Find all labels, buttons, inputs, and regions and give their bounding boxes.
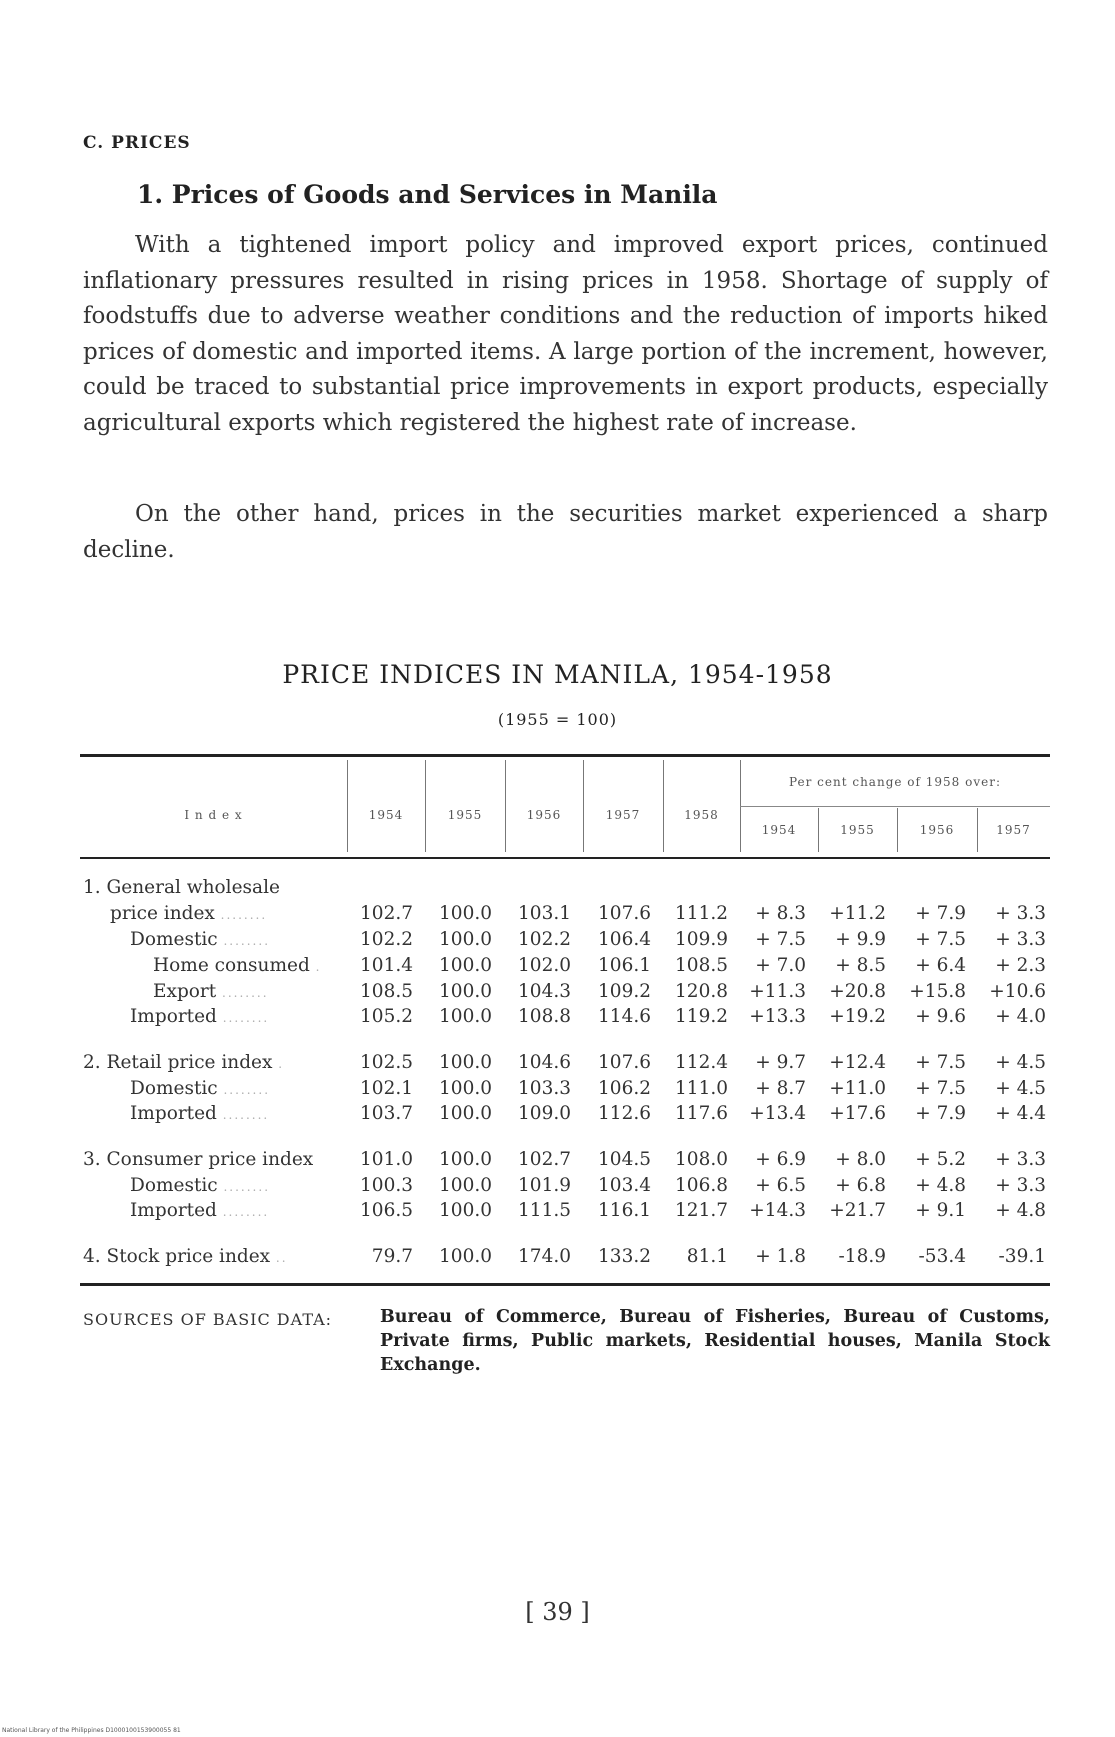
row-label-text: 2. Retail price index — [83, 1052, 273, 1073]
percent-change-cell: + 3.3 — [995, 1149, 1046, 1170]
percent-change-cell: + 7.0 — [755, 955, 806, 976]
percent-change-cell: +13.4 — [749, 1103, 806, 1124]
index-value-cell: 111.5 — [518, 1200, 571, 1221]
percent-change-cell: -39.1 — [998, 1246, 1046, 1267]
row-label — [110, 903, 267, 924]
percent-change-cell: + 3.3 — [995, 929, 1046, 950]
index-value-cell: 106.8 — [675, 1175, 728, 1196]
row-label — [130, 929, 270, 950]
row-label — [153, 955, 321, 976]
row-label — [83, 877, 280, 898]
table-row — [0, 1246, 1115, 1270]
table-bottom-rule — [80, 1283, 1050, 1286]
percent-change-cell: + 6.5 — [755, 1175, 806, 1196]
leader-dots: ........ — [216, 986, 269, 1000]
percent-change-cell: +15.8 — [909, 981, 966, 1002]
percent-change-cell: -53.4 — [918, 1246, 966, 1267]
row-label — [83, 1246, 288, 1267]
change-year-1957: 1957 — [996, 823, 1031, 837]
percent-change-cell: +21.7 — [829, 1200, 886, 1221]
percent-change-cell: +11.0 — [829, 1078, 886, 1099]
percent-change-cell: + 4.0 — [995, 1006, 1046, 1027]
row-label — [83, 1052, 284, 1073]
table-top-rule — [80, 754, 1050, 757]
leader-dots: . — [309, 960, 322, 974]
index-value-cell: 174.0 — [518, 1246, 571, 1267]
table-row — [0, 955, 1115, 979]
index-value-cell: 102.7 — [360, 903, 413, 924]
leader-dots: ........ — [216, 1011, 270, 1025]
percent-change-cell: + 9.9 — [835, 929, 886, 950]
row-label — [130, 1006, 269, 1027]
row-label-text: 3. Consumer price index — [83, 1149, 314, 1170]
index-value-cell: 105.2 — [360, 1006, 413, 1027]
index-value-cell: 100.0 — [439, 903, 492, 924]
row-label — [130, 1175, 270, 1196]
index-value-cell: 100.0 — [439, 1149, 492, 1170]
header-bottom-rule — [80, 857, 1050, 859]
index-value-cell: 100.0 — [439, 929, 492, 950]
index-value-cell: 100.0 — [439, 1006, 492, 1027]
percent-change-cell: + 8.0 — [835, 1149, 886, 1170]
year-header-1956: 1956 — [526, 808, 562, 822]
change-header: Per cent change of 1958 over: — [788, 775, 1002, 789]
table-title: PRICE INDICES IN MANILA, 1954-1958 — [282, 660, 833, 689]
paragraph-intro: With a tightened import policy and improved export prices, continued inflationary pressures resulted in rising prices in 1958. Shortage of supply of foodstuffs due to adverse weather conditions and the reduction of imports hiked prices of domestic and imported items. A large portion of the increment, however, could be traced to substantial price improvements in export products, especially agricultural exports which registered the highest rate of increase. — [83, 232, 1048, 436]
percent-change-cell: + 7.5 — [915, 929, 966, 950]
row-label-text: Imported — [130, 1200, 217, 1221]
index-value-cell: 111.2 — [675, 903, 728, 924]
percent-change-cell: + 4.5 — [995, 1078, 1046, 1099]
leader-dots: ........ — [217, 1083, 271, 1097]
leader-dots: ........ — [216, 1205, 270, 1219]
percent-change-cell: + 5.2 — [915, 1149, 966, 1170]
percent-change-cell: + 8.3 — [755, 903, 806, 924]
header-divider — [663, 760, 664, 852]
table-row — [0, 1006, 1115, 1030]
index-value-cell: 106.1 — [598, 955, 651, 976]
table-row — [0, 903, 1115, 927]
index-value-cell: 108.0 — [675, 1149, 728, 1170]
index-value-cell: 103.4 — [598, 1175, 651, 1196]
table-row — [0, 877, 1115, 901]
index-value-cell: 79.7 — [371, 1246, 413, 1267]
year-header-1957: 1957 — [605, 808, 641, 822]
index-value-cell: 102.1 — [360, 1078, 413, 1099]
percent-change-cell: +17.6 — [829, 1103, 886, 1124]
index-value-cell: 107.6 — [598, 1052, 651, 1073]
percent-change-cell: +19.2 — [829, 1006, 886, 1027]
row-label-text: Export — [153, 981, 217, 1002]
percent-change-cell: + 3.3 — [995, 1175, 1046, 1196]
row-label — [83, 1149, 313, 1170]
percent-change-cell: + 7.9 — [915, 1103, 966, 1124]
index-value-cell: 100.0 — [439, 1078, 492, 1099]
percent-change-cell: + 7.5 — [915, 1078, 966, 1099]
percent-change-cell: +20.8 — [829, 981, 886, 1002]
index-value-cell: 107.6 — [598, 903, 651, 924]
table-row — [0, 1149, 1115, 1173]
index-value-cell: 101.0 — [360, 1149, 413, 1170]
table-row — [0, 981, 1115, 1005]
index-value-cell: 102.2 — [360, 929, 413, 950]
header-divider — [583, 760, 584, 852]
paragraph-securities: On the other hand, prices in the securities market experienced a sharp decline. — [83, 501, 1048, 563]
index-value-cell: 100.0 — [439, 1246, 492, 1267]
index-value-cell: 106.5 — [360, 1200, 413, 1221]
percent-change-cell: + 2.3 — [995, 955, 1046, 976]
percent-change-cell: + 4.4 — [995, 1103, 1046, 1124]
table-row — [0, 1175, 1115, 1199]
percent-change-cell: +12.4 — [829, 1052, 886, 1073]
index-value-cell: 108.5 — [675, 955, 728, 976]
table-row — [0, 929, 1115, 953]
row-label — [130, 1200, 269, 1221]
index-value-cell: 101.4 — [360, 955, 413, 976]
index-value-cell: 119.2 — [675, 1006, 728, 1027]
percent-change-cell: + 4.5 — [995, 1052, 1046, 1073]
index-value-cell: 117.6 — [675, 1103, 728, 1124]
index-value-cell: 100.0 — [439, 1103, 492, 1124]
percent-change-cell: + 4.8 — [915, 1175, 966, 1196]
leader-dots: .. — [270, 1251, 288, 1265]
row-label-text: Imported — [130, 1006, 217, 1027]
percent-change-cell: +14.3 — [749, 1200, 806, 1221]
index-header: I n d e x — [184, 808, 243, 822]
percent-change-cell: -18.9 — [838, 1246, 886, 1267]
index-value-cell: 103.3 — [518, 1078, 571, 1099]
index-value-cell: 104.5 — [598, 1149, 651, 1170]
row-label-text: Domestic — [130, 929, 218, 950]
percent-change-cell: + 9.1 — [915, 1200, 966, 1221]
page-number: [ 39 ] — [525, 1598, 590, 1626]
row-label — [130, 1078, 270, 1099]
index-value-cell: 116.1 — [598, 1200, 651, 1221]
index-value-cell: 108.5 — [360, 981, 413, 1002]
index-value-cell: 114.6 — [598, 1006, 651, 1027]
row-label-text: 1. General wholesale — [83, 877, 280, 898]
percent-change-cell: + 8.7 — [755, 1078, 806, 1099]
index-value-cell: 102.0 — [518, 955, 571, 976]
index-value-cell: 100.0 — [439, 981, 492, 1002]
index-value-cell: 103.1 — [518, 903, 571, 924]
table-row — [0, 1200, 1115, 1224]
index-value-cell: 101.9 — [518, 1175, 571, 1196]
percent-change-cell: + 7.9 — [915, 903, 966, 924]
sources-text: Bureau of Commerce, Bureau of Fisheries, Bureau of Customs, Private firms, Public markets, Residential houses, Manila Stock Exchange. — [380, 1307, 1050, 1375]
header-divider — [347, 760, 348, 852]
row-label-text: Imported — [130, 1103, 217, 1124]
index-value-cell: 133.2 — [598, 1246, 651, 1267]
change-header-rule — [740, 806, 1050, 807]
percent-change-cell: +11.2 — [829, 903, 886, 924]
leader-dots: . — [272, 1057, 285, 1071]
leader-dots: ........ — [214, 908, 268, 922]
percent-change-cell: + 1.8 — [755, 1246, 806, 1267]
percent-change-cell: + 3.3 — [995, 903, 1046, 924]
percent-change-cell: + 6.8 — [835, 1175, 886, 1196]
percent-change-cell: +10.6 — [989, 981, 1046, 1002]
footer-note: National Library of the Philippines D1000100153900055 81 — [2, 1727, 181, 1734]
leader-dots: ........ — [217, 1180, 271, 1194]
index-value-cell: 104.6 — [518, 1052, 571, 1073]
header-divider — [425, 760, 426, 852]
percent-change-cell: + 7.5 — [915, 1052, 966, 1073]
table-row — [0, 1052, 1115, 1076]
row-label-text: Home consumed — [153, 955, 310, 976]
percent-change-cell: + 9.7 — [755, 1052, 806, 1073]
index-value-cell: 102.2 — [518, 929, 571, 950]
index-value-cell: 103.7 — [360, 1103, 413, 1124]
year-header-1958: 1958 — [684, 808, 719, 822]
leader-dots: ........ — [217, 934, 271, 948]
index-value-cell: 106.4 — [598, 929, 651, 950]
index-value-cell: 106.2 — [598, 1078, 651, 1099]
index-value-cell: 102.5 — [360, 1052, 413, 1073]
index-value-cell: 100.0 — [439, 955, 492, 976]
section-label: C. PRICES — [83, 133, 191, 153]
index-value-cell: 112.6 — [598, 1103, 651, 1124]
row-label — [130, 1103, 269, 1124]
index-value-cell: 111.0 — [675, 1078, 728, 1099]
index-value-cell: 109.2 — [598, 981, 651, 1002]
index-value-cell: 109.9 — [675, 929, 728, 950]
table-row — [0, 1103, 1115, 1127]
section-heading: 1. Prices of Goods and Services in Manila — [137, 180, 718, 209]
percent-change-cell: +11.3 — [749, 981, 806, 1002]
row-label-text: Domestic — [130, 1078, 218, 1099]
index-value-cell: 120.8 — [675, 981, 728, 1002]
header-divider — [505, 760, 506, 852]
index-value-cell: 100.0 — [439, 1200, 492, 1221]
index-value-cell: 81.1 — [686, 1246, 728, 1267]
percent-change-cell: +13.3 — [749, 1006, 806, 1027]
table-row — [0, 1078, 1115, 1102]
index-value-cell: 109.0 — [518, 1103, 571, 1124]
year-header-1954: 1954 — [368, 808, 404, 822]
index-value-cell: 108.8 — [518, 1006, 571, 1027]
change-year-1954: 1954 — [761, 823, 797, 837]
index-value-cell: 100.3 — [360, 1175, 413, 1196]
row-label-text: 4. Stock price index — [83, 1246, 271, 1267]
row-label-text: price index — [110, 903, 215, 924]
percent-change-cell: + 8.5 — [835, 955, 886, 976]
index-value-cell: 100.0 — [439, 1175, 492, 1196]
index-value-cell: 100.0 — [439, 1052, 492, 1073]
index-value-cell: 104.3 — [518, 981, 571, 1002]
sources-label: SOURCES OF BASIC DATA: — [83, 1310, 333, 1329]
row-label — [153, 981, 269, 1002]
change-year-1956: 1956 — [919, 823, 955, 837]
leader-dots: ........ — [216, 1108, 270, 1122]
change-year-1955: 1955 — [840, 823, 875, 837]
percent-change-cell: + 9.6 — [915, 1006, 966, 1027]
index-value-cell: 121.7 — [675, 1200, 728, 1221]
percent-change-cell: + 6.4 — [915, 955, 966, 976]
index-value-cell: 102.7 — [518, 1149, 571, 1170]
year-header-1955: 1955 — [447, 808, 483, 822]
percent-change-cell: + 6.9 — [755, 1149, 806, 1170]
row-label-text: Domestic — [130, 1175, 218, 1196]
percent-change-cell: + 7.5 — [755, 929, 806, 950]
table-subtitle: (1955 = 100) — [497, 710, 618, 729]
percent-change-cell: + 4.8 — [995, 1200, 1046, 1221]
index-value-cell: 112.4 — [675, 1052, 728, 1073]
